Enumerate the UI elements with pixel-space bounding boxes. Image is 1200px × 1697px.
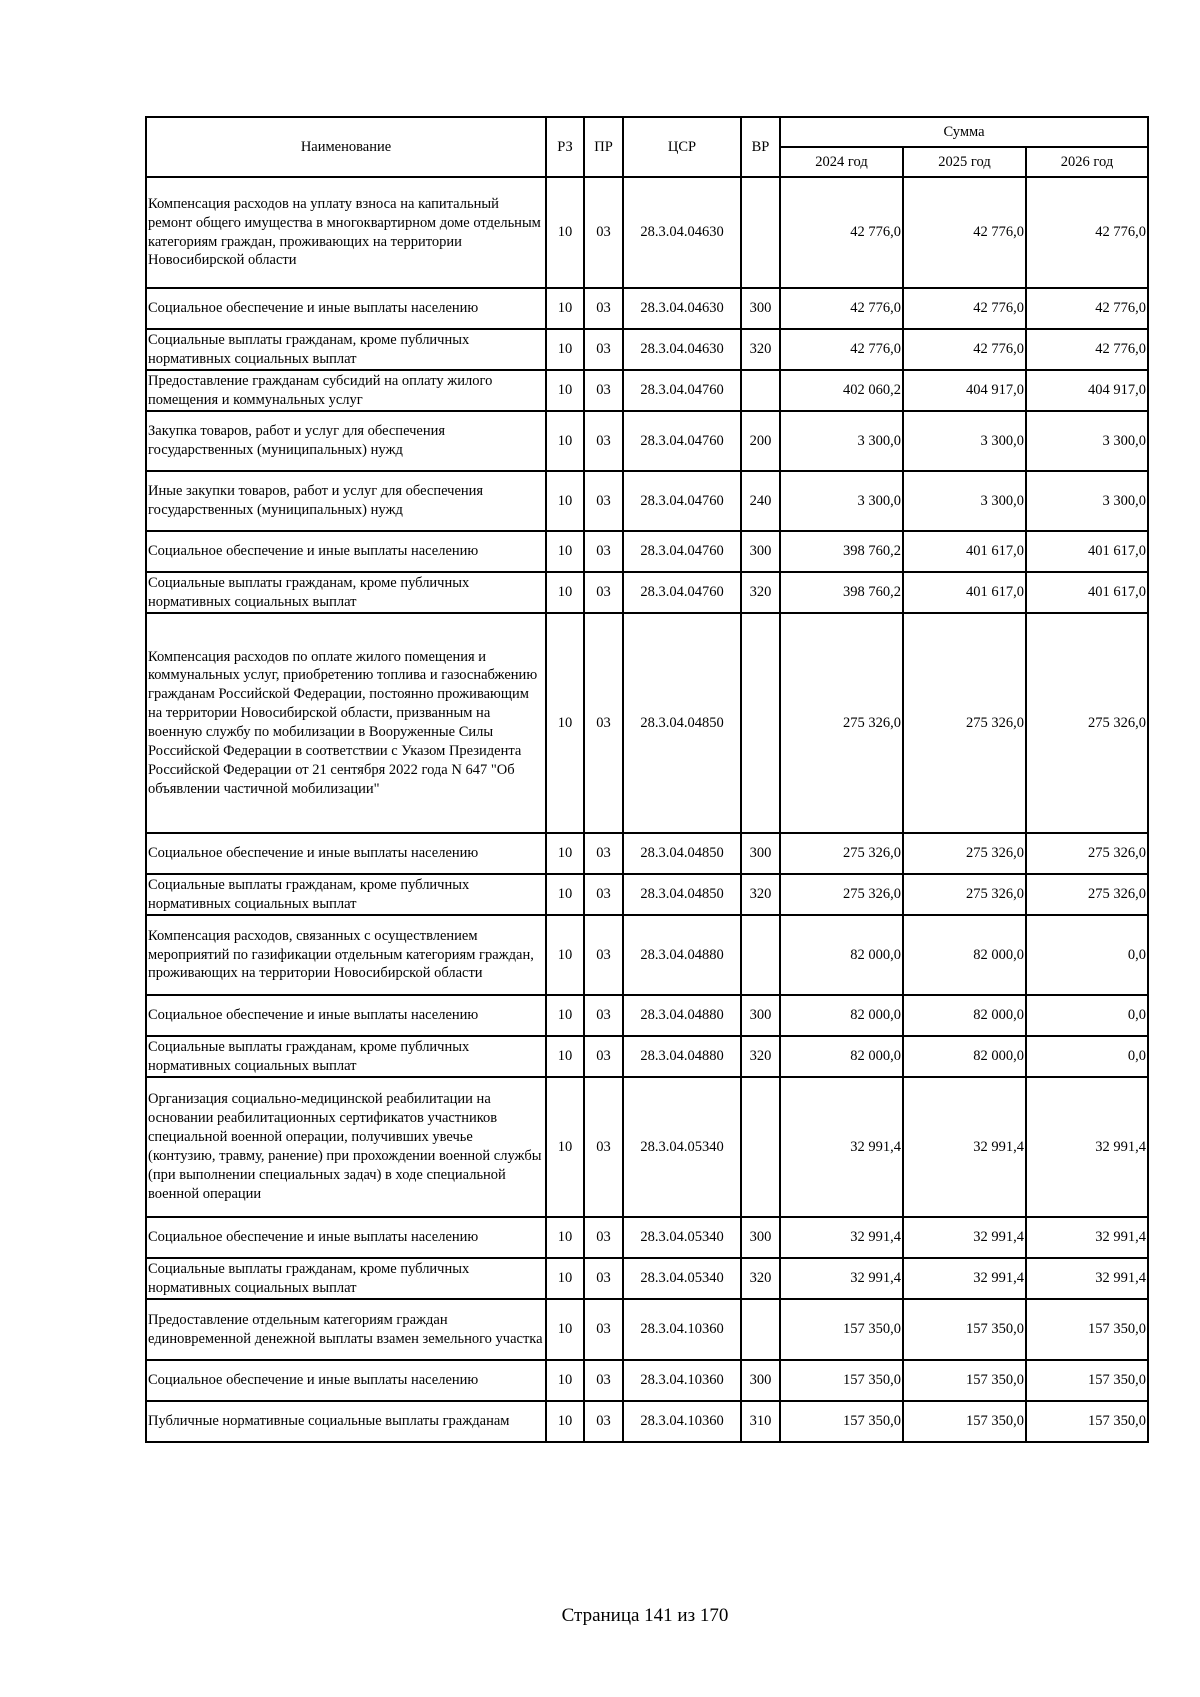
row-vr: 320 [741, 329, 780, 370]
row-csr: 28.3.04.04850 [623, 874, 741, 915]
table-row [146, 1258, 1148, 1299]
row-pr: 03 [584, 370, 623, 411]
row-name: Социальное обеспечение и иные выплаты населению [146, 1360, 546, 1401]
row-name: Организация социально-медицинской реабилитации на основании реабилитационных сертификатов участников специальной военной операции, получивших увечье (контузию, травму, ранение) при прохождении военной службы (при выполнении специальных задач) в ходе специальной военной операции [146, 1077, 546, 1217]
row-csr: 28.3.04.04850 [623, 613, 741, 833]
row-sum-2024: 3 300,0 [780, 411, 903, 471]
row-name: Компенсация расходов, связанных с осуществлением мероприятий по газификации отдельным категориям граждан, проживающих на территории Новосибирской области [146, 915, 546, 995]
row-csr: 28.3.04.04760 [623, 531, 741, 572]
row-pr: 03 [584, 1077, 623, 1217]
header-year-2025: 2025 год [903, 147, 1026, 177]
table-row [146, 411, 1148, 471]
row-vr [741, 177, 780, 288]
row-sum-2024: 398 760,2 [780, 572, 903, 613]
row-sum-2026: 0,0 [1026, 995, 1148, 1036]
row-rz: 10 [546, 1036, 584, 1077]
row-pr: 03 [584, 411, 623, 471]
row-name: Социальные выплаты гражданам, кроме публичных нормативных социальных выплат [146, 572, 546, 613]
row-name: Социальные выплаты гражданам, кроме публичных нормативных социальных выплат [146, 329, 546, 370]
row-csr: 28.3.04.05340 [623, 1077, 741, 1217]
table-row [146, 995, 1148, 1036]
row-sum-2025: 275 326,0 [903, 613, 1026, 833]
row-vr: 320 [741, 1036, 780, 1077]
row-sum-2026: 0,0 [1026, 915, 1148, 995]
table-row [146, 572, 1148, 613]
row-sum-2024: 275 326,0 [780, 833, 903, 874]
row-sum-2024: 32 991,4 [780, 1217, 903, 1258]
row-sum-2025: 157 350,0 [903, 1401, 1026, 1442]
row-sum-2025: 82 000,0 [903, 915, 1026, 995]
row-sum-2026: 275 326,0 [1026, 833, 1148, 874]
row-sum-2024: 42 776,0 [780, 177, 903, 288]
row-sum-2025: 42 776,0 [903, 177, 1026, 288]
row-vr [741, 1077, 780, 1217]
row-sum-2026: 3 300,0 [1026, 471, 1148, 531]
row-pr: 03 [584, 874, 623, 915]
header-vr: ВР [741, 117, 780, 177]
header-pr: ПР [584, 117, 623, 177]
row-sum-2026: 0,0 [1026, 1036, 1148, 1077]
row-rz: 10 [546, 370, 584, 411]
row-pr: 03 [584, 1360, 623, 1401]
row-sum-2026: 157 350,0 [1026, 1299, 1148, 1360]
row-pr: 03 [584, 1217, 623, 1258]
row-name: Социальное обеспечение и иные выплаты населению [146, 995, 546, 1036]
table-row [146, 288, 1148, 329]
row-sum-2025: 401 617,0 [903, 572, 1026, 613]
row-csr: 28.3.04.10360 [623, 1401, 741, 1442]
row-sum-2024: 3 300,0 [780, 471, 903, 531]
table-row [146, 531, 1148, 572]
row-sum-2026: 157 350,0 [1026, 1401, 1148, 1442]
row-vr: 240 [741, 471, 780, 531]
row-rz: 10 [546, 411, 584, 471]
row-sum-2024: 157 350,0 [780, 1360, 903, 1401]
row-rz: 10 [546, 1217, 584, 1258]
row-pr: 03 [584, 288, 623, 329]
row-sum-2024: 398 760,2 [780, 531, 903, 572]
row-name: Социальное обеспечение и иные выплаты населению [146, 833, 546, 874]
row-sum-2025: 42 776,0 [903, 288, 1026, 329]
row-csr: 28.3.04.10360 [623, 1299, 741, 1360]
row-sum-2024: 275 326,0 [780, 874, 903, 915]
row-name: Социальные выплаты гражданам, кроме публичных нормативных социальных выплат [146, 874, 546, 915]
row-sum-2025: 3 300,0 [903, 411, 1026, 471]
table-row [146, 329, 1148, 370]
row-csr: 28.3.04.04760 [623, 411, 741, 471]
row-sum-2026: 275 326,0 [1026, 613, 1148, 833]
row-name: Закупка товаров, работ и услуг для обеспечения государственных (муниципальных) нужд [146, 411, 546, 471]
row-csr: 28.3.04.04760 [623, 572, 741, 613]
row-pr: 03 [584, 1401, 623, 1442]
row-rz: 10 [546, 177, 584, 288]
row-rz: 10 [546, 613, 584, 833]
row-name: Социальное обеспечение и иные выплаты населению [146, 531, 546, 572]
row-vr [741, 1299, 780, 1360]
row-pr: 03 [584, 531, 623, 572]
budget-table [145, 116, 1149, 1443]
row-sum-2026: 42 776,0 [1026, 329, 1148, 370]
row-vr: 300 [741, 833, 780, 874]
row-sum-2024: 402 060,2 [780, 370, 903, 411]
page-number: Страница 141 из 170 [561, 1605, 729, 1626]
row-csr: 28.3.04.04630 [623, 177, 741, 288]
row-sum-2026: 401 617,0 [1026, 572, 1148, 613]
row-sum-2026: 404 917,0 [1026, 370, 1148, 411]
row-vr: 300 [741, 1217, 780, 1258]
row-rz: 10 [546, 1077, 584, 1217]
row-pr: 03 [584, 572, 623, 613]
row-rz: 10 [546, 915, 584, 995]
row-vr: 200 [741, 411, 780, 471]
row-sum-2024: 42 776,0 [780, 329, 903, 370]
row-csr: 28.3.04.04880 [623, 915, 741, 995]
header-csr: ЦСР [623, 117, 741, 177]
row-rz: 10 [546, 288, 584, 329]
row-sum-2025: 42 776,0 [903, 329, 1026, 370]
row-pr: 03 [584, 1299, 623, 1360]
table-row [146, 1036, 1148, 1077]
table-row [146, 833, 1148, 874]
header-name: Наименование [146, 117, 546, 177]
header-rz: РЗ [546, 117, 584, 177]
row-sum-2026: 32 991,4 [1026, 1258, 1148, 1299]
table-row [146, 1299, 1148, 1360]
row-vr [741, 915, 780, 995]
row-rz: 10 [546, 1360, 584, 1401]
row-vr: 320 [741, 572, 780, 613]
row-vr [741, 613, 780, 833]
row-rz: 10 [546, 572, 584, 613]
table-row [146, 874, 1148, 915]
row-vr [741, 370, 780, 411]
row-csr: 28.3.04.04850 [623, 833, 741, 874]
row-rz: 10 [546, 329, 584, 370]
row-rz: 10 [546, 1299, 584, 1360]
row-sum-2025: 404 917,0 [903, 370, 1026, 411]
row-csr: 28.3.04.04880 [623, 1036, 741, 1077]
row-sum-2026: 32 991,4 [1026, 1077, 1148, 1217]
row-sum-2026: 157 350,0 [1026, 1360, 1148, 1401]
row-sum-2025: 32 991,4 [903, 1217, 1026, 1258]
row-sum-2025: 157 350,0 [903, 1360, 1026, 1401]
row-pr: 03 [584, 995, 623, 1036]
row-pr: 03 [584, 1036, 623, 1077]
row-pr: 03 [584, 1258, 623, 1299]
row-sum-2026: 42 776,0 [1026, 288, 1148, 329]
row-sum-2024: 42 776,0 [780, 288, 903, 329]
row-csr: 28.3.04.10360 [623, 1360, 741, 1401]
row-csr: 28.3.04.05340 [623, 1258, 741, 1299]
row-sum-2026: 275 326,0 [1026, 874, 1148, 915]
row-pr: 03 [584, 177, 623, 288]
row-name: Социальные выплаты гражданам, кроме публичных нормативных социальных выплат [146, 1258, 546, 1299]
table-row [146, 471, 1148, 531]
row-vr: 300 [741, 995, 780, 1036]
row-sum-2025: 82 000,0 [903, 995, 1026, 1036]
table-row [146, 613, 1148, 833]
row-csr: 28.3.04.04880 [623, 995, 741, 1036]
row-name: Социальные выплаты гражданам, кроме публичных нормативных социальных выплат [146, 1036, 546, 1077]
row-name: Социальное обеспечение и иные выплаты населению [146, 1217, 546, 1258]
row-rz: 10 [546, 1258, 584, 1299]
row-sum-2025: 157 350,0 [903, 1299, 1026, 1360]
row-pr: 03 [584, 613, 623, 833]
row-rz: 10 [546, 874, 584, 915]
row-name: Компенсация расходов по оплате жилого помещения и коммунальных услуг, приобретению топлива и газоснабжению гражданам Российской Федерации, постоянно проживающим на территории Новосибирской области, призванным на военную службу по мобилизации в Вооруженные Силы Российской Федерации в соответствии с Указом Президента Российской Федерации от 21 сентября 2022 года N 647 "Об объявлении частичной мобилизации" [146, 613, 546, 833]
row-name: Публичные нормативные социальные выплаты гражданам [146, 1401, 546, 1442]
header-year-2026: 2026 год [1026, 147, 1148, 177]
row-pr: 03 [584, 329, 623, 370]
row-sum-2024: 82 000,0 [780, 915, 903, 995]
row-pr: 03 [584, 833, 623, 874]
row-sum-2025: 82 000,0 [903, 1036, 1026, 1077]
row-csr: 28.3.04.04760 [623, 471, 741, 531]
row-csr: 28.3.04.04630 [623, 329, 741, 370]
table-row [146, 1401, 1148, 1442]
row-sum-2024: 275 326,0 [780, 613, 903, 833]
row-vr: 320 [741, 1258, 780, 1299]
row-sum-2025: 401 617,0 [903, 531, 1026, 572]
row-name: Компенсация расходов на уплату взноса на капитальный ремонт общего имущества в многоквартирном доме отдельным категориям граждан, проживающих на территории Новосибирской области [146, 177, 546, 288]
row-csr: 28.3.04.04630 [623, 288, 741, 329]
row-name: Предоставление отдельным категориям граждан единовременной денежной выплаты взамен земельного участка [146, 1299, 546, 1360]
row-name: Социальное обеспечение и иные выплаты населению [146, 288, 546, 329]
row-rz: 10 [546, 995, 584, 1036]
row-vr: 300 [741, 1360, 780, 1401]
row-rz: 10 [546, 471, 584, 531]
row-sum-2026: 42 776,0 [1026, 177, 1148, 288]
row-name: Иные закупки товаров, работ и услуг для обеспечения государственных (муниципальных) нужд [146, 471, 546, 531]
row-name: Предоставление гражданам субсидий на оплату жилого помещения и коммунальных услуг [146, 370, 546, 411]
row-vr: 320 [741, 874, 780, 915]
row-sum-2025: 3 300,0 [903, 471, 1026, 531]
row-sum-2025: 275 326,0 [903, 874, 1026, 915]
row-vr: 300 [741, 531, 780, 572]
row-sum-2024: 157 350,0 [780, 1299, 903, 1360]
row-sum-2025: 32 991,4 [903, 1077, 1026, 1217]
row-vr: 310 [741, 1401, 780, 1442]
header-sum: Сумма [780, 117, 1148, 147]
table-row [146, 1360, 1148, 1401]
row-csr: 28.3.04.04760 [623, 370, 741, 411]
row-pr: 03 [584, 471, 623, 531]
row-csr: 28.3.04.05340 [623, 1217, 741, 1258]
row-sum-2024: 32 991,4 [780, 1077, 903, 1217]
row-sum-2025: 32 991,4 [903, 1258, 1026, 1299]
row-sum-2025: 275 326,0 [903, 833, 1026, 874]
row-rz: 10 [546, 833, 584, 874]
row-sum-2026: 32 991,4 [1026, 1217, 1148, 1258]
header-year-2024: 2024 год [780, 147, 903, 177]
row-vr: 300 [741, 288, 780, 329]
row-sum-2024: 157 350,0 [780, 1401, 903, 1442]
table-row [146, 370, 1148, 411]
row-sum-2024: 82 000,0 [780, 995, 903, 1036]
row-pr: 03 [584, 915, 623, 995]
row-rz: 10 [546, 1401, 584, 1442]
table-body [146, 177, 1148, 1442]
row-sum-2026: 401 617,0 [1026, 531, 1148, 572]
row-sum-2026: 3 300,0 [1026, 411, 1148, 471]
table-row [146, 1077, 1148, 1217]
row-rz: 10 [546, 531, 584, 572]
row-sum-2024: 82 000,0 [780, 1036, 903, 1077]
table-row [146, 177, 1148, 288]
row-sum-2024: 32 991,4 [780, 1258, 903, 1299]
table-row [146, 1217, 1148, 1258]
table-row [146, 915, 1148, 995]
